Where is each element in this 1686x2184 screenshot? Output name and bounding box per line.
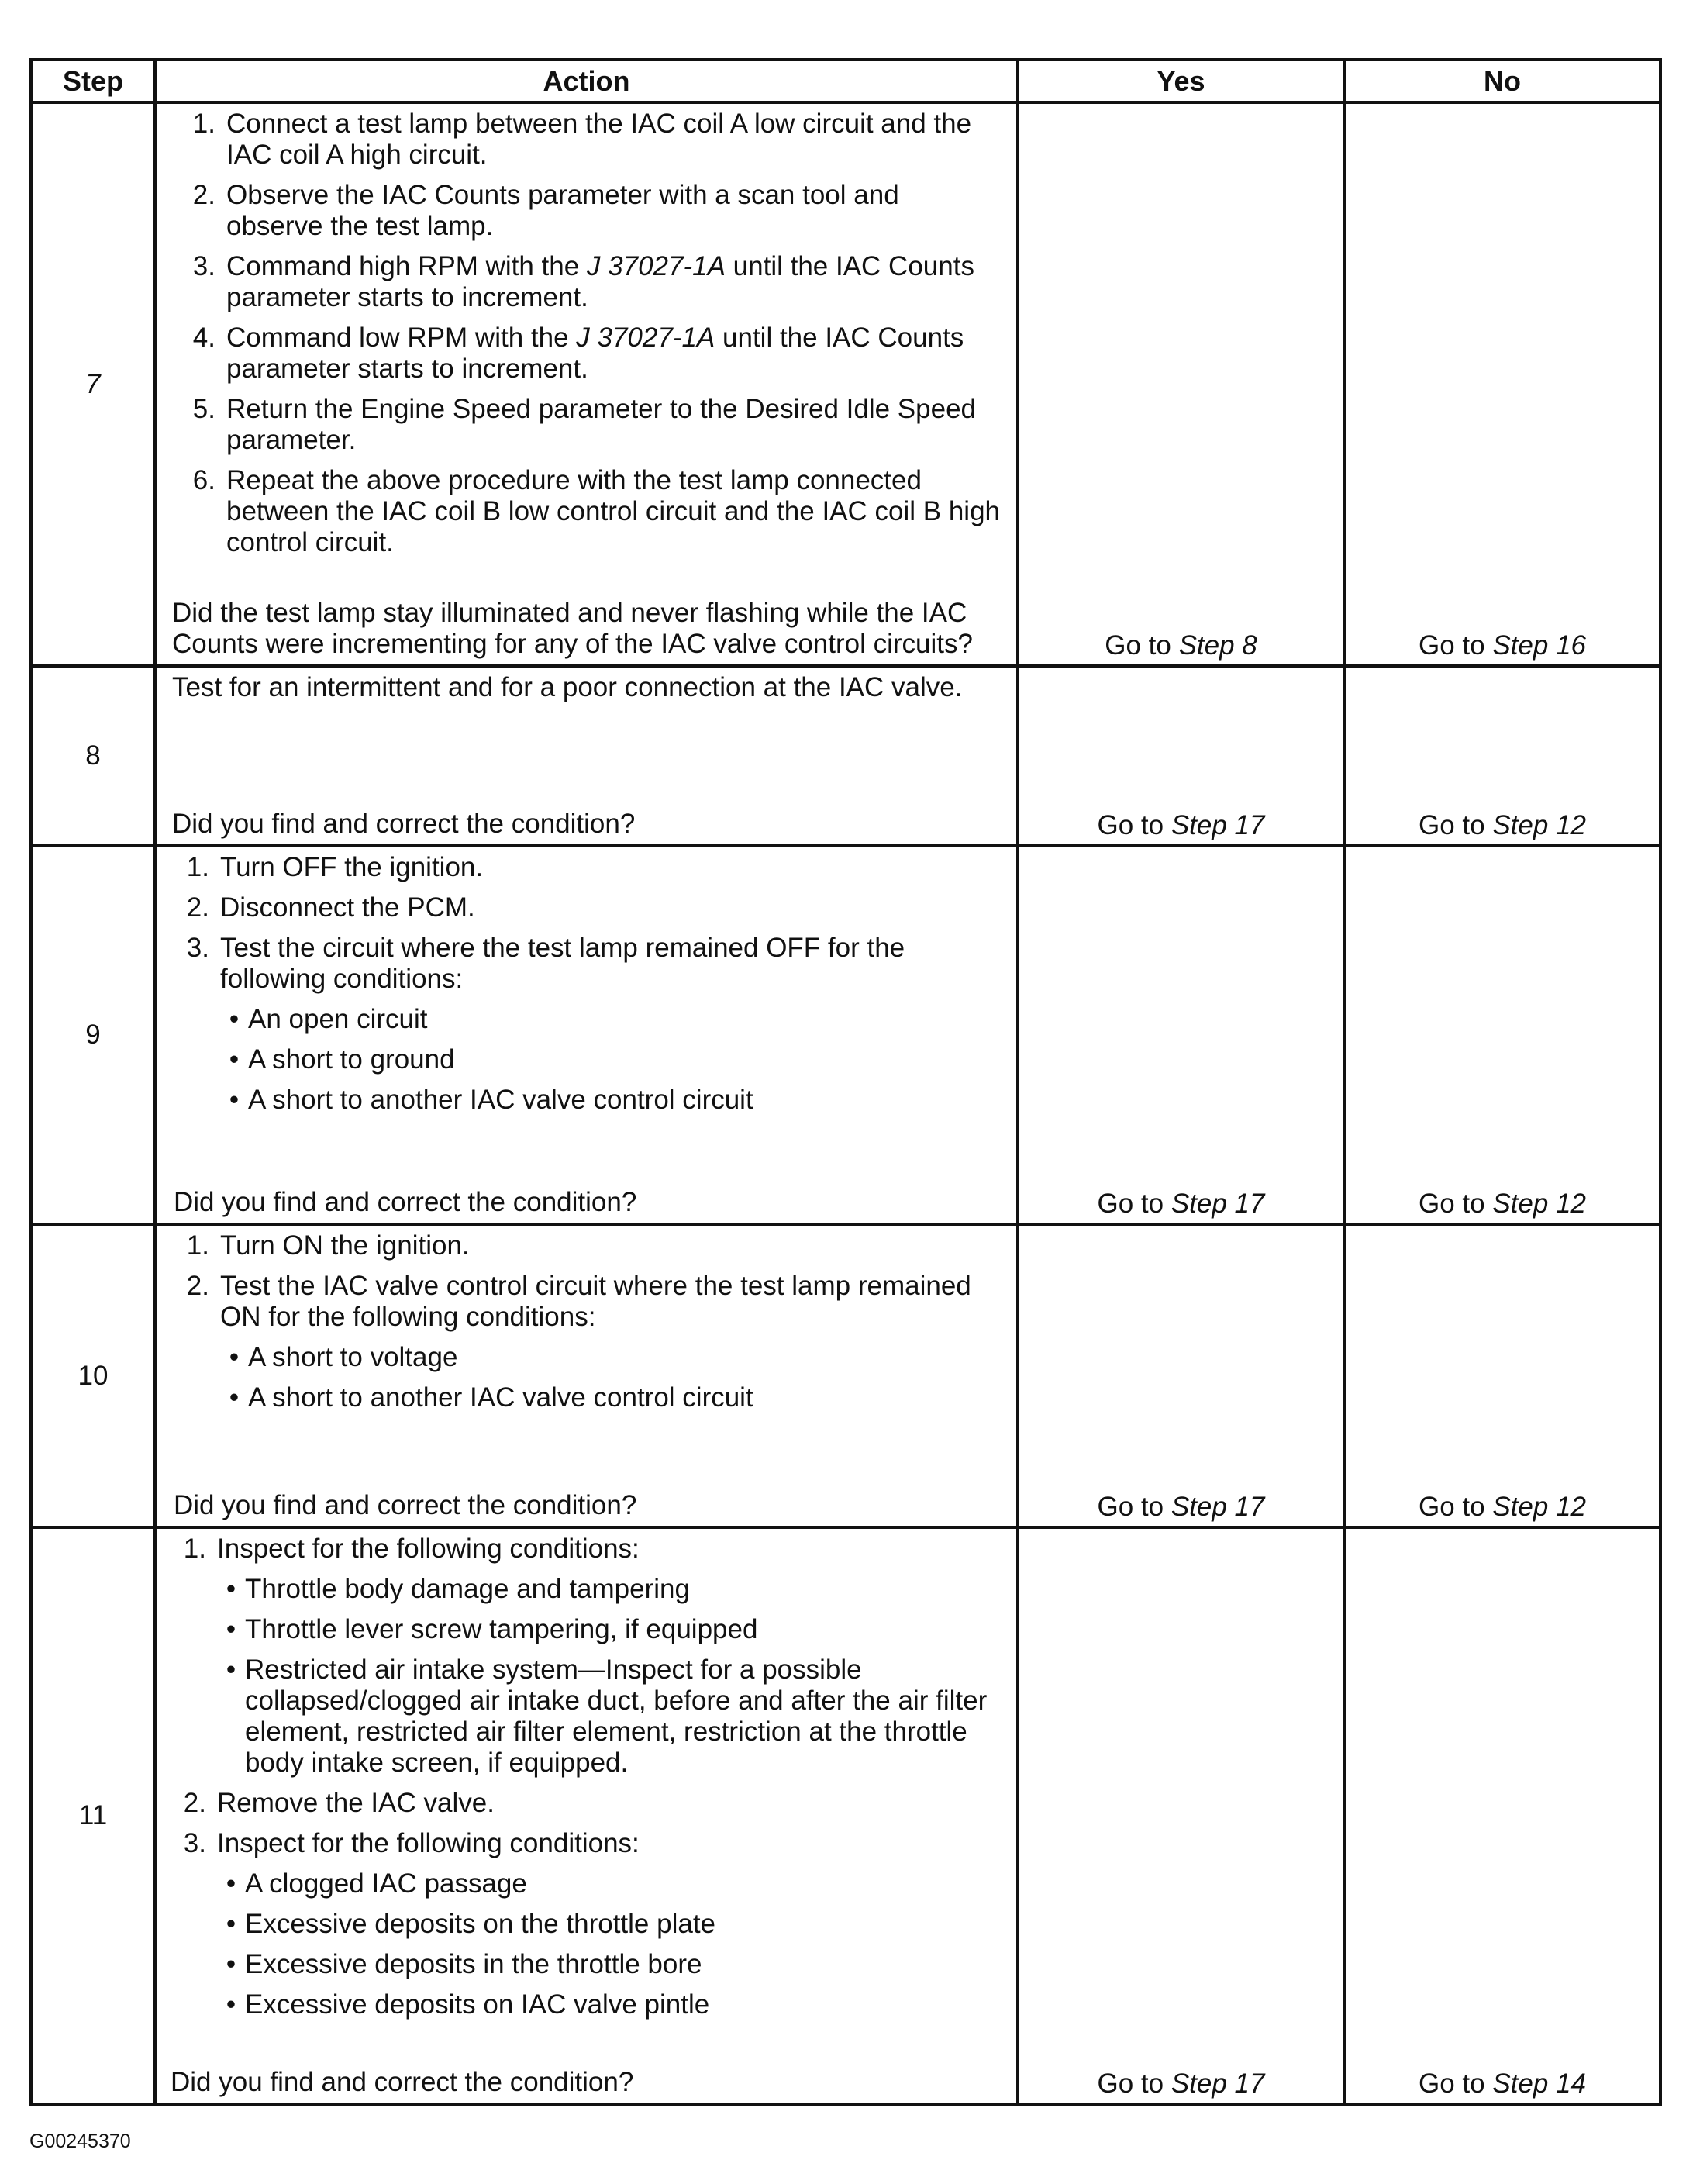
yes-cell xyxy=(1018,666,1344,846)
item-number: 3. xyxy=(183,1828,206,1858)
bullet-text: Excessive deposits on IAC valve pintle xyxy=(245,1989,710,2020)
item-text xyxy=(226,251,1001,313)
item-number: 1. xyxy=(186,852,209,882)
item-number: 4. xyxy=(192,323,215,353)
go-to-prefix: Go to xyxy=(1419,1189,1493,1219)
bullet-item: • Throttle lever screw tampering, if equipped xyxy=(226,1614,758,1644)
bullet-text: Restricted air intake system—Inspect for a possible collapsed/clogged air intake duct, before and after the air filter element, restricted air filter element, restriction at the throttle body intake screen, if equipped. xyxy=(245,1654,988,1778)
go-to-step-link[interactable]: Step 14 xyxy=(1492,2068,1586,2099)
item-number: 6. xyxy=(192,465,215,495)
step-number: 11 xyxy=(31,1527,155,2104)
diagnostic-table-sheet xyxy=(29,58,1659,2106)
action-cell xyxy=(155,102,1018,666)
list-item xyxy=(180,251,1001,313)
question-text: Did the test lamp stay illuminated and never flashing while the IAC Counts were incrementing for any of the IAC valve control circuits? xyxy=(172,598,973,659)
item-text: Remove the IAC valve. xyxy=(217,1788,495,1818)
bullet-text: A clogged IAC passage xyxy=(245,1868,527,1899)
go-to-step-link[interactable]: Step 17 xyxy=(1171,2068,1265,2099)
item-text: Test the IAC valve control circuit where the test lamp remained ON for the following conditions: xyxy=(220,1271,971,1332)
go-to-step-link[interactable]: Step 12 xyxy=(1492,1492,1586,1522)
item-text-post: until the IAC Counts parameter starts to increment. xyxy=(226,251,974,312)
item-text-pre: Command low RPM with the xyxy=(226,323,577,353)
tool-reference: J 37027-1A xyxy=(586,251,726,281)
no-cell xyxy=(1344,1224,1660,1527)
go-to-step-link[interactable]: Step 12 xyxy=(1492,810,1586,840)
yes-cell xyxy=(1018,102,1344,666)
question-text: Did you find and correct the condition? xyxy=(171,2067,634,2097)
bullet-item: • An open circuit xyxy=(229,1004,428,1034)
list-item xyxy=(174,852,1001,883)
intro-text: Test for an intermittent and for a poor connection at the IAC valve. xyxy=(172,672,963,702)
bullet-item: • A clogged IAC passage xyxy=(226,1868,527,1899)
question-text: Did you find and correct the condition? xyxy=(174,1187,637,1217)
item-text: Inspect for the following conditions: xyxy=(217,1828,640,1858)
action-cell xyxy=(155,666,1018,846)
list-item xyxy=(180,109,1001,171)
list-item xyxy=(180,465,1001,558)
bullet-item: • Excessive deposits on IAC valve pintle xyxy=(226,1989,710,2020)
list-item xyxy=(171,1534,1001,1779)
item-text-pre: Command high RPM with the xyxy=(226,251,587,281)
yes-cell xyxy=(1018,1527,1344,2104)
table-row-step-9 xyxy=(31,846,1660,1224)
bullet-item: • Restricted air intake system—Inspect for a possible collapsed/clogged air intake duct, before and after the air filter element, restricted air filter element, restriction at the throttle body intake screen, if equipped. xyxy=(217,1654,1001,1779)
item-text: Turn ON the ignition. xyxy=(220,1230,470,1261)
go-to-prefix: Go to xyxy=(1105,630,1179,661)
bullet-item: • A short to another IAC valve control circuit xyxy=(229,1382,753,1413)
item-text: Inspect for the following conditions: xyxy=(217,1534,640,1564)
item-number: 5. xyxy=(192,394,215,424)
step-number: 9 xyxy=(31,846,155,1224)
item-number: 3. xyxy=(186,933,209,963)
bullet-text: An open circuit xyxy=(248,1004,428,1034)
item-text: Repeat the above procedure with the test lamp connected between the IAC coil B low control circuit and the IAC coil B high control circuit. xyxy=(226,465,1000,557)
item-number: 1. xyxy=(183,1534,206,1564)
item-number: 3. xyxy=(192,251,215,281)
bullet-text: A short to voltage xyxy=(248,1342,458,1372)
no-cell xyxy=(1344,846,1660,1224)
list-item xyxy=(174,892,1001,923)
bullet-item: • Throttle body damage and tampering xyxy=(226,1574,690,1604)
go-to-step-link[interactable]: Step 17 xyxy=(1171,1189,1265,1219)
yes-cell xyxy=(1018,1224,1344,1527)
bullet-item: • A short to another IAC valve control circuit xyxy=(229,1085,753,1115)
step-number: 10 xyxy=(31,1224,155,1527)
step-number: 8 xyxy=(31,666,155,846)
item-text: Return the Engine Speed parameter to the Desired Idle Speed parameter. xyxy=(226,394,977,455)
yes-cell xyxy=(1018,846,1344,1224)
table-row-step-10 xyxy=(31,1224,1660,1527)
item-number: 2. xyxy=(186,892,209,923)
table-row-step-11 xyxy=(31,1527,1660,2104)
list-item xyxy=(174,933,1001,1116)
bullet-item: • A short to voltage xyxy=(229,1342,458,1372)
header-yes: Yes xyxy=(1018,60,1344,102)
go-to-prefix: Go to xyxy=(1419,810,1493,840)
item-number: 1. xyxy=(186,1230,209,1261)
list-item xyxy=(180,323,1001,385)
item-text xyxy=(226,323,1001,385)
bullet-text: A short to another IAC valve control circuit xyxy=(248,1085,753,1115)
action-cell xyxy=(155,846,1018,1224)
item-number: 2. xyxy=(192,180,215,210)
item-number: 2. xyxy=(183,1788,206,1818)
item-text: Turn OFF the ignition. xyxy=(220,852,484,882)
bullet-text: A short to another IAC valve control circuit xyxy=(248,1382,753,1413)
bullet-text: Throttle lever screw tampering, if equipped xyxy=(245,1614,758,1644)
diagnostic-table xyxy=(29,58,1662,2106)
go-to-prefix: Go to xyxy=(1419,1492,1493,1522)
go-to-prefix: Go to xyxy=(1419,630,1493,661)
question-text: Did you find and correct the condition? xyxy=(172,809,636,839)
no-cell xyxy=(1344,666,1660,846)
table-row-step-8 xyxy=(31,666,1660,846)
header-action: Action xyxy=(155,60,1018,102)
go-to-step-link[interactable]: Step 17 xyxy=(1171,810,1265,840)
go-to-prefix: Go to xyxy=(1419,2068,1493,2099)
bullet-text: A short to ground xyxy=(248,1044,455,1075)
action-cell xyxy=(155,1224,1018,1527)
go-to-prefix: Go to xyxy=(1097,1492,1171,1522)
go-to-prefix: Go to xyxy=(1097,810,1171,840)
go-to-step-link[interactable]: Step 17 xyxy=(1171,1492,1265,1522)
header-row xyxy=(31,60,1660,102)
go-to-step-link[interactable]: Step 12 xyxy=(1492,1189,1586,1219)
item-number: 2. xyxy=(186,1271,209,1301)
list-item xyxy=(174,1271,1001,1413)
item-number: 1. xyxy=(192,109,215,139)
bullet-item: • A short to ground xyxy=(229,1044,455,1075)
list-item xyxy=(171,1828,1001,2020)
bullet-text: Excessive deposits on the throttle plate xyxy=(245,1909,716,1939)
action-cell xyxy=(155,1527,1018,2104)
header-step: Step xyxy=(31,60,155,102)
go-to-prefix: Go to xyxy=(1097,1189,1171,1219)
list-item xyxy=(174,1230,1001,1261)
step-number: 7 xyxy=(31,102,155,666)
item-text: Connect a test lamp between the IAC coil A low circuit and the IAC coil A high circuit. xyxy=(226,109,972,170)
list-item xyxy=(171,1788,1001,1819)
question-text: Did you find and correct the condition? xyxy=(174,1490,637,1520)
tool-reference: J 37027-1A xyxy=(576,323,715,353)
list-item xyxy=(180,394,1001,456)
item-text: Disconnect the PCM. xyxy=(220,892,475,923)
bullet-text: Throttle body damage and tampering xyxy=(245,1574,690,1604)
go-to-step-link[interactable]: Step 16 xyxy=(1492,630,1586,661)
go-to-prefix: Go to xyxy=(1097,2068,1171,2099)
no-cell xyxy=(1344,102,1660,666)
item-text: Test the circuit where the test lamp remained OFF for the following conditions: xyxy=(220,933,905,994)
item-text: Observe the IAC Counts parameter with a scan tool and observe the test lamp. xyxy=(226,180,899,241)
bullet-item: • Excessive deposits on the throttle plate xyxy=(226,1909,716,1939)
bullet-text: Excessive deposits in the throttle bore xyxy=(245,1949,702,1979)
table-row-step-7 xyxy=(31,102,1660,666)
figure-code: G00245370 xyxy=(29,2131,131,2152)
list-item xyxy=(180,180,1001,242)
bullet-item: • Excessive deposits in the throttle bore xyxy=(226,1949,702,1979)
go-to-step-link[interactable]: Step 8 xyxy=(1178,630,1257,661)
item-text-post: until the IAC Counts parameter starts to increment. xyxy=(226,323,964,384)
no-cell xyxy=(1344,1527,1660,2104)
header-no: No xyxy=(1344,60,1660,102)
